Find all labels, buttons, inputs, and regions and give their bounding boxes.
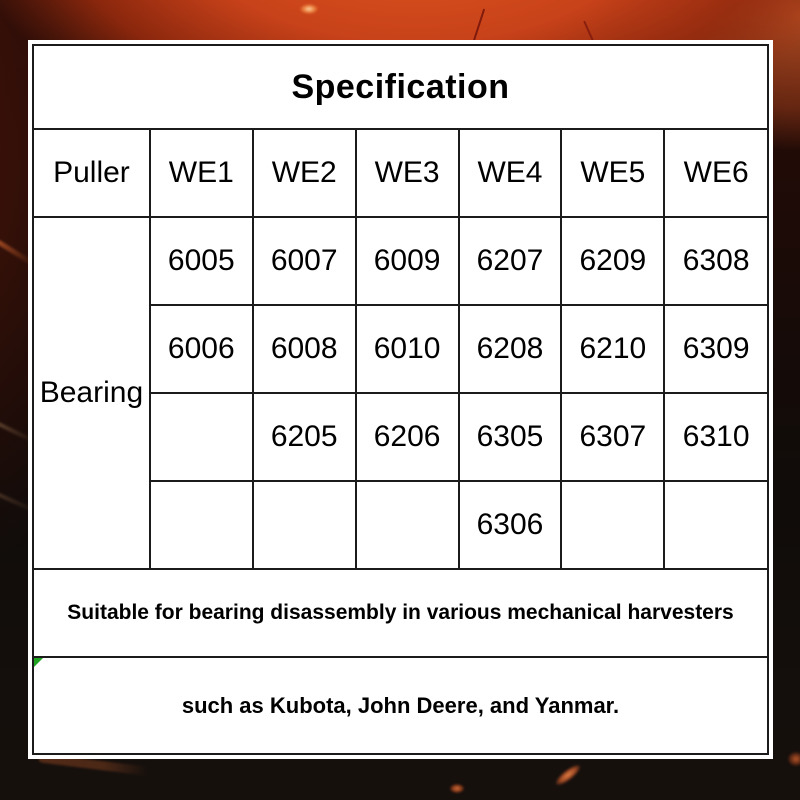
- column-header-we3: WE3: [356, 129, 459, 217]
- table-row: [33, 45, 768, 129]
- scratch-mark: [473, 9, 485, 42]
- bearing-cell-empty: [561, 481, 664, 569]
- table-row: [33, 129, 768, 217]
- bearing-cell: 6206: [356, 393, 459, 481]
- bearing-cell: 6007: [253, 217, 356, 305]
- bearing-cell-empty: [150, 481, 253, 569]
- bearing-cell: 6306: [459, 481, 562, 569]
- ember-spark: [553, 762, 583, 788]
- bearing-cell: 6005: [150, 217, 253, 305]
- bearing-cell: 6009: [356, 217, 459, 305]
- bearing-cell-empty: [356, 481, 459, 569]
- bearing-cell: 6205: [253, 393, 356, 481]
- ember-spark: [450, 784, 464, 793]
- specification-table: [32, 44, 769, 755]
- specification-sheet: [28, 40, 773, 759]
- note-brands: [33, 657, 768, 754]
- bearing-cell: 6310: [664, 393, 768, 481]
- ember-spark: [788, 752, 800, 766]
- bearing-cell: 6305: [459, 393, 562, 481]
- bearing-cell: 6010: [356, 305, 459, 393]
- cell-corner-flag-icon: [34, 658, 43, 667]
- bearing-cell: 6207: [459, 217, 562, 305]
- row-label-bearing: Bearing: [33, 217, 150, 569]
- bearing-cell: 6308: [664, 217, 768, 305]
- column-header-we4: WE4: [459, 129, 562, 217]
- bearing-cell-empty: [664, 481, 768, 569]
- bearing-cell: 6309: [664, 305, 768, 393]
- bearing-cell: 6006: [150, 305, 253, 393]
- note-suitability: [33, 569, 768, 657]
- column-header-we6: WE6: [664, 129, 768, 217]
- bearing-cell: 6307: [561, 393, 664, 481]
- ember-spark: [300, 4, 318, 14]
- bearing-cell: 6208: [459, 305, 562, 393]
- table-row: [33, 569, 768, 657]
- column-header-we5: WE5: [561, 129, 664, 217]
- note-brands-text: such as Kubota, John Deere, and Yanmar.: [181, 692, 620, 718]
- bearing-cell: 6209: [561, 217, 664, 305]
- bearing-cell-empty: [253, 481, 356, 569]
- column-header-we2: WE2: [253, 129, 356, 217]
- page-title: Specification: [33, 45, 768, 129]
- note-suitability-text: Suitable for bearing disassembly in various mechanical harvesters: [67, 600, 734, 624]
- bearing-cell-empty: [150, 393, 253, 481]
- bearing-cell: 6210: [561, 305, 664, 393]
- table-row: [33, 657, 768, 754]
- corner-header-puller: Puller: [33, 129, 150, 217]
- column-header-we1: WE1: [150, 129, 253, 217]
- table-row: [33, 217, 768, 305]
- bearing-cell: 6008: [253, 305, 356, 393]
